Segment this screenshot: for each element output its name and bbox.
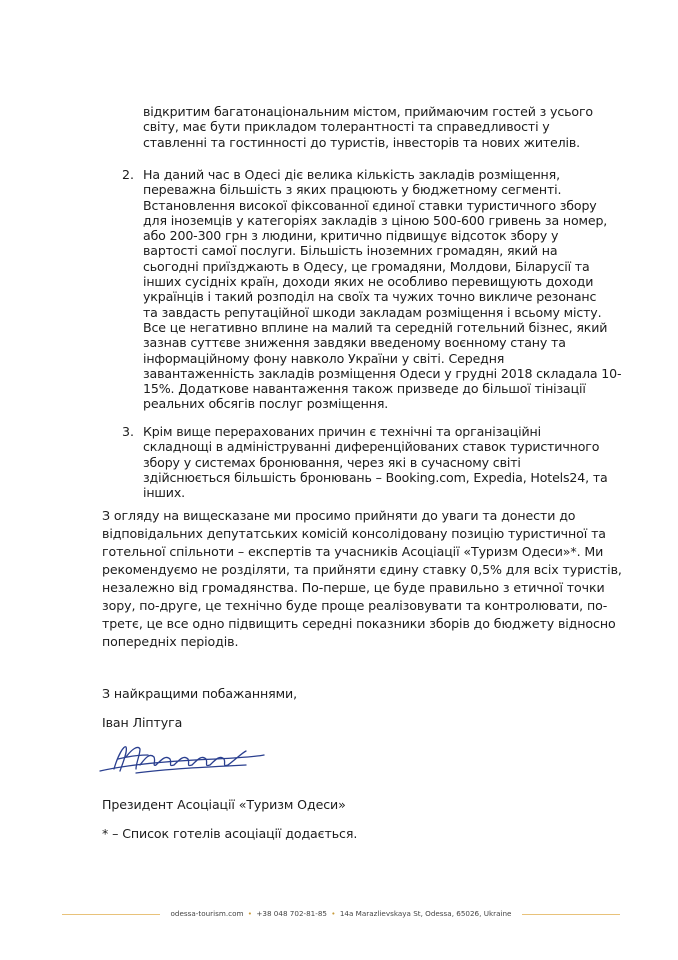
footer-address: 14a Marazlievskaya St, Odessa, 65026, Ukraine: [339, 909, 512, 918]
footnote: * – Список готелів асоціації додається.: [102, 826, 358, 841]
text-line: українців і такий розподіл на своїх та чужих точно викличе резонанс: [143, 289, 597, 305]
text-line: сьогодні приїзджають в Одесу, це громадяни, Молдови, Біларусії та: [143, 258, 590, 274]
text-line: інформаційному фону навколо України у світі. Середня: [143, 350, 505, 366]
item-3-number: 3.: [122, 424, 135, 439]
text-line: здійснюється більшість бронювань – Booking.com, Expedia, Hotels24, та: [143, 469, 608, 485]
footer-divider-left: [62, 914, 160, 915]
closing-greeting: З найкращими побажаннями,: [102, 686, 297, 701]
text-line: З огляду на вищесказане ми просимо прийняти до уваги та донести до: [102, 508, 576, 523]
text-line: третє, це все одно підвищить середні показники зборів до бюджету відносно: [102, 616, 616, 631]
item-2-number: 2.: [122, 167, 135, 182]
text-line: збору у системах бронювання, через які в сучасному світі: [143, 454, 521, 470]
text-line: 15%. Додаткове навантаження також призведе до більшої тінізації: [143, 381, 586, 397]
footer-separator-icon: •: [331, 909, 336, 918]
signatory-position: Президент Асоціації «Туризм Одеси»: [102, 797, 346, 812]
text-line: відповідальних депутатських комісій консолідовану позицію туристичної та: [102, 526, 606, 541]
text-line: рекомендуємо не розділяти, та прийняти єдину ставку 0,5% для всіх туристів,: [102, 562, 622, 577]
text-line: інших.: [143, 485, 185, 501]
text-line: складнощі в адмініструванні диференційованих ставок туристичного: [143, 439, 600, 455]
footer-separator-icon: •: [247, 909, 253, 918]
text-line: незалежно від громадянства. По-перше, це буде правильно з етичної точки: [102, 580, 605, 595]
text-line: зору, по-друге, це технічно буде проще реалізовувати та контролювати, по-: [102, 598, 608, 613]
text-line: Встановлення високої фіксованної єдиної ставки туристичного збору: [143, 197, 597, 213]
item-2-text: [143, 167, 622, 412]
item-1-continuation: [143, 104, 593, 150]
text-line: для іноземців у категоріях закладів з ціною 500-600 гривень за номер,: [143, 212, 608, 228]
text-line: ставленні та гостинності до туристів, інвесторів та нових жителів.: [143, 134, 581, 150]
footer-divider-right: [522, 914, 620, 915]
footer-phone: +38 048 702-81-85: [256, 909, 327, 918]
conclusion-paragraph: [102, 507, 622, 651]
text-line: попередніх періодів.: [102, 634, 239, 649]
text-line: На даний час в Одесі діє велика кількість закладів розміщення,: [143, 167, 560, 182]
text-line: переважна більшість з яких працюють у бюджетному сегменті.: [143, 182, 562, 198]
text-line: відкритим багатонаціональним містом, приймаючим гостей з усього: [143, 104, 593, 119]
text-line: або 200-300 грн з людини, критично підвищує відсоток збору у: [143, 228, 559, 244]
text-line: та завдасть репутаційної шкоди закладам розміщення і всьому місту.: [143, 304, 602, 320]
text-line: світу, має бути прикладом толерантності та справедливості у: [143, 119, 550, 135]
text-line: реальних обсягів послуг розміщення.: [143, 396, 389, 412]
signature-image: [96, 735, 266, 783]
text-line: завантаженність закладів розміщення Одеси у грудні 2018 складала 10-: [143, 365, 622, 381]
text-line: інших сусідніх країн, доходи яких не особливо перевищують доходи: [143, 274, 594, 290]
signatory-name: Іван Ліптуга: [102, 715, 183, 730]
text-line: вартості самої послуги. Більшість іноземних громадян, який на: [143, 243, 558, 259]
footer-website: odessa-tourism.com: [170, 909, 244, 918]
text-line: зазнав суттєве зниження завдяки введеному воєнному стану та: [143, 335, 566, 351]
letterhead-footer: [160, 908, 522, 920]
text-line: готельної спільноти – експертів та учасників Асоціації «Туризм Одеси»*. Ми: [102, 544, 604, 559]
text-line: Крім вище перерахованих причин є технічні та організаційні: [143, 424, 541, 439]
text-line: Все це негативно вплине на малий та середній готельний бізнес, який: [143, 319, 608, 335]
item-3-text: [143, 424, 608, 501]
